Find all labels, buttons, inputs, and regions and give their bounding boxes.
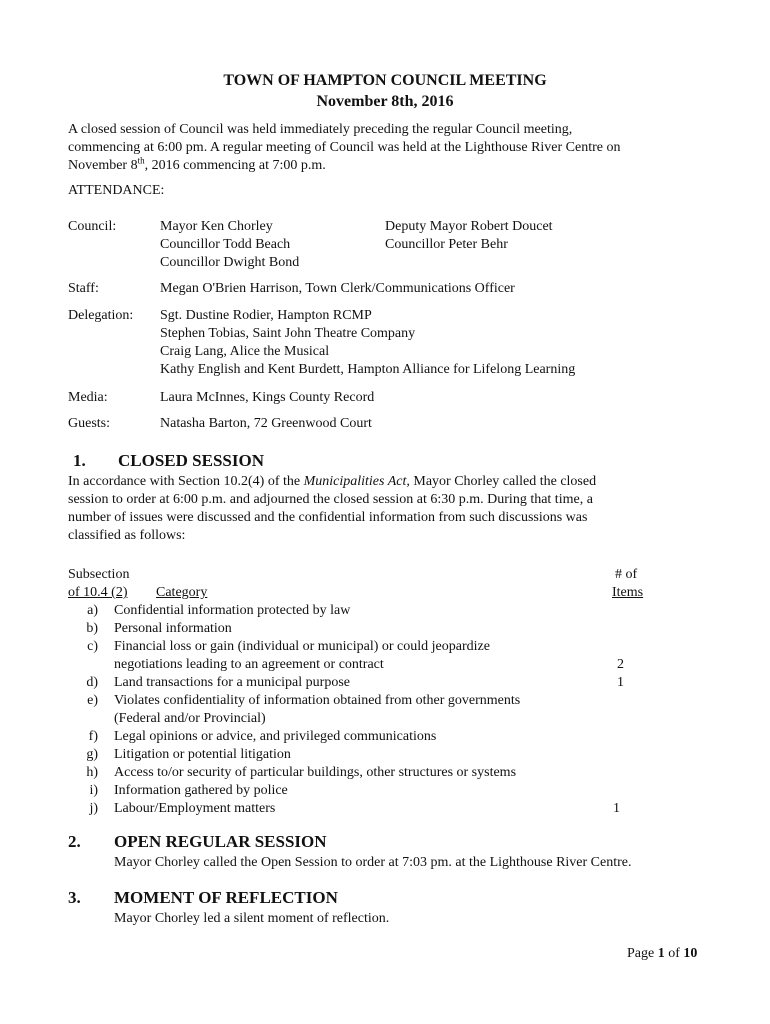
page-number [627, 945, 697, 963]
row-letter: b) [86, 621, 98, 636]
section-1-number: 1. [73, 451, 86, 470]
row-category: Financial loss or gain (individual or municipal) or could jeopardize [114, 639, 490, 654]
council-member: Councillor Peter Behr [385, 237, 508, 252]
intro-date-part: November 8 [68, 158, 138, 173]
row-letter: f) [88, 729, 98, 744]
section-2-heading: OPEN REGULAR SESSION [114, 832, 327, 851]
subsection-header-ref: of 10.4 (2) [68, 585, 128, 600]
section-3-heading: MOMENT OF REFLECTION [114, 888, 338, 907]
row-letter: c) [87, 639, 98, 654]
row-letter: h) [86, 765, 98, 780]
row-category: Violates confidentiality of information obtained from other governments [114, 693, 521, 708]
council-member: Councillor Todd Beach [160, 237, 291, 252]
page-of: of [664, 946, 684, 961]
category-header: Category [156, 585, 208, 600]
intro-line-3 [68, 157, 326, 175]
act-name: Municipalities Act, [303, 474, 410, 489]
row-category: Land transactions for a municipal purpose [114, 675, 350, 690]
council-member: Mayor Ken Chorley [160, 219, 273, 234]
row-category: Legal opinions or advice, and privileged communications [114, 729, 437, 744]
page-prefix: Page [627, 946, 658, 961]
section-1-text: Mayor Chorley called the closed [409, 474, 597, 489]
section-2-text: Mayor Chorley called the Open Session to order at 7:03 pm. at the Lighthouse River Centre. [114, 855, 632, 870]
delegation-member: Sgt. Dustine Rodier, Hampton RCMP [160, 308, 372, 323]
row-letter: e) [87, 693, 98, 708]
row-count: 1 [617, 675, 624, 690]
row-category: Litigation or potential litigation [114, 747, 291, 762]
row-category-cont: negotiations leading to an agreement or contract [114, 657, 384, 672]
section-3-text: Mayor Chorley led a silent moment of reflection. [114, 911, 390, 926]
section-1-paragraph-line [68, 473, 596, 491]
delegation-member: Craig Lang, Alice the Musical [160, 344, 330, 359]
items-header-2: Items [612, 585, 644, 600]
document-title: TOWN OF HAMPTON COUNCIL MEETING [223, 72, 547, 89]
intro-date-rest: , 2016 commencing at 7:00 p.m. [144, 158, 326, 173]
page-total: 10 [683, 946, 698, 961]
row-category: Confidential information protected by law [114, 603, 351, 618]
row-letter: j) [89, 801, 98, 816]
delegation-label: Delegation: [68, 308, 134, 323]
council-member: Deputy Mayor Robert Doucet [385, 219, 553, 234]
delegation-member: Kathy English and Kent Burdett, Hampton Alliance for Lifelong Learning [160, 362, 576, 377]
row-letter: g) [86, 747, 98, 762]
section-1-heading: CLOSED SESSION [118, 451, 264, 470]
attendance-heading: ATTENDANCE: [68, 183, 165, 198]
subsection-header: Subsection [68, 567, 130, 582]
guest-member: Natasha Barton, 72 Greenwood Court [160, 416, 372, 431]
row-letter: i) [89, 783, 98, 798]
media-label: Media: [68, 390, 108, 405]
row-count: 1 [613, 801, 620, 816]
items-header: # of [615, 567, 638, 582]
row-category: Labour/Employment matters [114, 801, 276, 816]
section-1-paragraph-line: session to order at 6:00 p.m. and adjourned the closed session at 6:30 p.m. During that time, a [68, 492, 593, 507]
intro-line-2: commencing at 6:00 pm. A regular meeting of Council was held at the Lighthouse River Centre on [68, 140, 621, 155]
intro-line-1: A closed session of Council was held immediately preceding the regular Council meeting, [68, 122, 573, 137]
section-1-paragraph-line: number of issues were discussed and the confidential information from such discussions was [68, 510, 588, 525]
section-2-number: 2. [68, 832, 81, 851]
media-member: Laura McInnes, Kings County Record [160, 390, 375, 405]
section-1-paragraph-line: classified as follows: [68, 528, 186, 543]
row-category: Personal information [114, 621, 232, 636]
document-date: November 8th, 2016 [316, 93, 454, 110]
section-1-text: In accordance with Section 10.2(4) of the [68, 474, 304, 489]
guests-label: Guests: [68, 416, 110, 431]
row-letter: a) [87, 603, 98, 618]
delegation-member: Stephen Tobias, Saint John Theatre Company [160, 326, 416, 341]
row-category: Information gathered by police [114, 783, 288, 798]
section-3-number: 3. [68, 888, 81, 907]
staff-label: Staff: [68, 281, 99, 296]
council-label: Council: [68, 219, 117, 234]
row-count: 2 [617, 657, 624, 672]
row-letter: d) [86, 675, 98, 690]
staff-member: Megan O'Brien Harrison, Town Clerk/Communications Officer [160, 281, 515, 296]
row-category-cont: (Federal and/or Provincial) [114, 711, 266, 726]
intro-date-suffix: th [137, 155, 145, 166]
council-member: Councillor Dwight Bond [160, 255, 300, 270]
page-current: 1 [657, 946, 665, 961]
row-category: Access to/or security of particular buildings, other structures or systems [114, 765, 517, 780]
